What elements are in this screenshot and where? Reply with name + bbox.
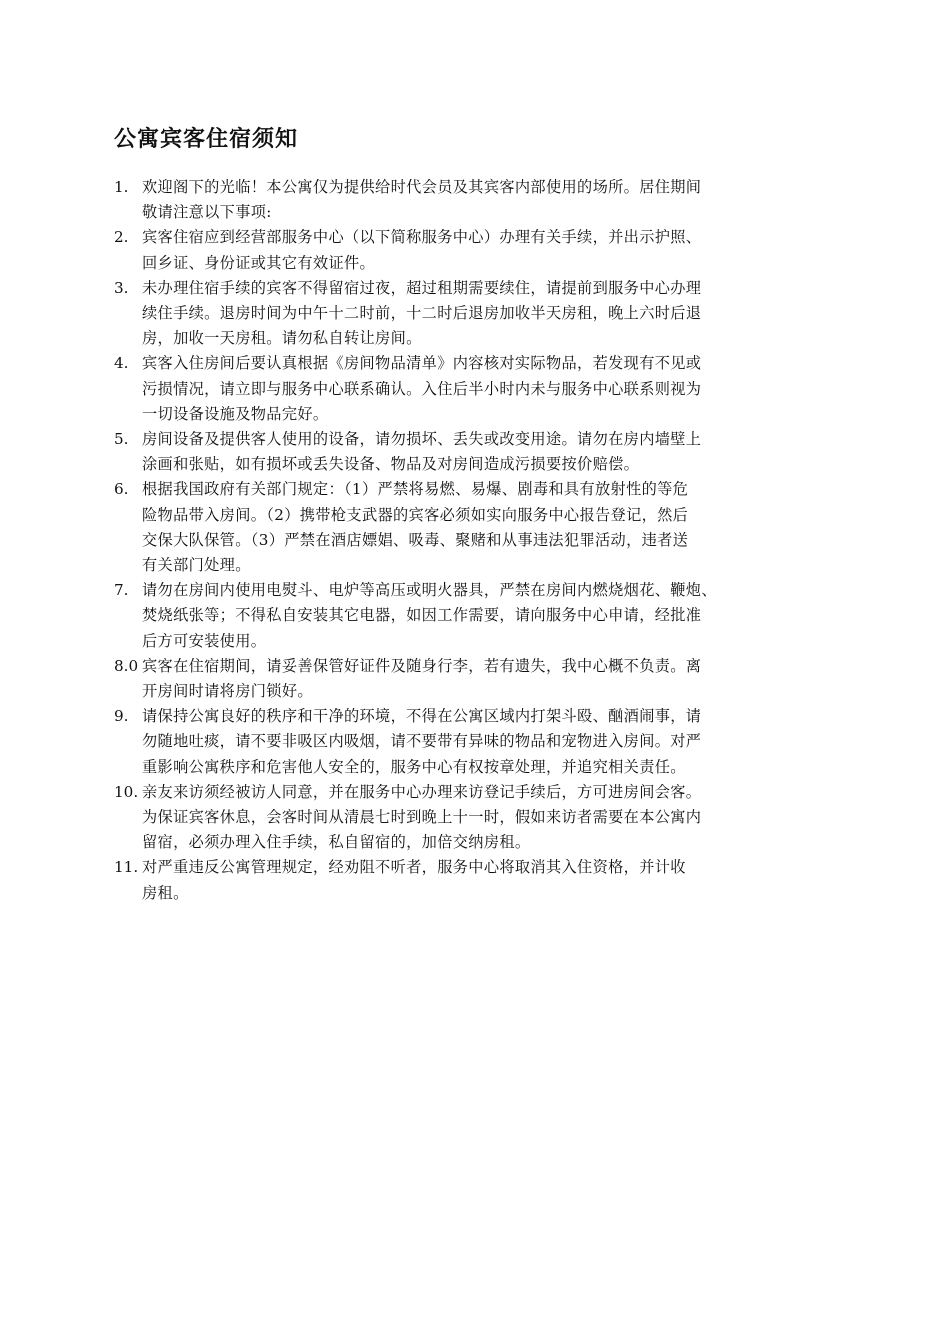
- rule-text-line: 对严重违反公寓管理规定，经劝阻不听者，服务中心将取消其入住资格，并计收: [142, 858, 686, 877]
- rules-list: [114, 175, 836, 906]
- rule-text-line: 欢迎阁下的光临！本公寓仅为提供给时代会员及其宾客内部使用的场所。居住期间: [142, 178, 702, 196]
- rule-text-line: 有关部门处理。: [142, 556, 251, 575]
- rule-text-line: 交保大队保管。（3）严禁在酒店嫖娼、吸毒、聚赌和从事违法犯罪活动，违者送: [142, 530, 689, 549]
- rule-text-line: 勿随地吐痰，请不要非吸区内吸烟，请不要带有异味的物品和宠物进入房间。对严: [142, 732, 702, 751]
- rule-text: [142, 780, 836, 856]
- rule-text-line: 回乡证、身份证或其它有效证件。: [142, 253, 376, 272]
- rule-item: [114, 175, 836, 225]
- rule-number: 3.: [114, 278, 129, 297]
- rule-number: 4.: [114, 354, 129, 373]
- rule-text-line: 房间设备及提供客人使用的设备，请勿损坏、丢失或改变用途。请勿在房内墙壁上: [142, 430, 702, 449]
- rule-number: 8.0: [114, 656, 139, 675]
- rule-item: [114, 654, 836, 704]
- rule-text-line: 险物品带入房间。（2）携带枪支武器的宾客必须如实向服务中心报告登记，然后: [142, 505, 689, 524]
- rule-text-line: 请勿在房间内使用电熨斗、电炉等高压或明火器具，严禁在房间内燃烧烟花、鞭炮、: [142, 581, 717, 600]
- rule-text: [142, 578, 836, 654]
- rule-text-line: 涂画和张贴，如有损坏或丢失设备、物品及对房间造成污损要按价赔偿。: [142, 455, 640, 474]
- rule-text: [142, 654, 836, 704]
- rule-text-line: 污损情况，请立即与服务中心联系确认。入住后半小时内未与服务中心联系则视为: [142, 379, 702, 398]
- rule-text: [142, 855, 836, 905]
- rule-text-line: 亲友来访须经被访人同意，并在服务中心办理来访登记手续后，方可进房间会客。: [142, 782, 702, 801]
- rule-item: [114, 225, 836, 275]
- rule-text-line: 房，加收一天房租。请勿私自转让房间。: [142, 329, 422, 348]
- rule-text-line: 宾客入住房间后要认真根据《房间物品清单》内容核对实际物品，若发现有不见或: [142, 354, 702, 373]
- rule-number: 2.: [114, 228, 129, 247]
- rule-number: 7.: [114, 581, 129, 600]
- rule-number: 11.: [114, 858, 139, 877]
- rule-text-line: 宾客住宿应到经营部服务中心（以下简称服务中心）办理有关手续，并出示护照、: [142, 228, 702, 247]
- rule-text-line: 一切设备设施及物品完好。: [142, 404, 329, 423]
- rule-text: [142, 276, 836, 352]
- rule-text: [142, 225, 836, 275]
- rule-text: [142, 427, 836, 477]
- rule-number: 10.: [114, 782, 139, 801]
- rule-item: [114, 704, 836, 780]
- page-title: 公寓宾客住宿须知: [114, 127, 299, 152]
- rule-item: [114, 578, 836, 654]
- rule-item: [114, 351, 836, 427]
- rule-item: [114, 855, 836, 905]
- rule-number: 9.: [114, 707, 129, 726]
- rule-item: [114, 780, 836, 856]
- rule-text-line: 根据我国政府有关部门规定：（1）严禁将易燃、易爆、剧毒和具有放射性的等危: [142, 480, 689, 499]
- rule-text-line: 请保持公寓良好的秩序和干净的环境，不得在公寓区域内打架斗殴、酗酒闹事，请: [142, 707, 702, 726]
- rule-text-line: 续住手续。退房时间为中午十二时前，十二时后退房加收半天房租，晚上六时后退: [142, 304, 702, 323]
- rule-text: [142, 175, 836, 225]
- rule-text-line: 重影响公寓秩序和危害他人安全的，服务中心有权按章处理，并追究相关责任。: [142, 757, 686, 776]
- rule-text-line: 未办理住宿手续的宾客不得留宿过夜，超过租期需要续住，请提前到服务中心办理: [142, 278, 702, 297]
- rule-text: [142, 704, 836, 780]
- rule-number: 1.: [114, 178, 129, 196]
- rule-text-line: 为保证宾客休息，会客时间从清晨七时到晚上十一时，假如来访者需要在本公寓内: [142, 808, 702, 827]
- rule-text-line: 宾客在住宿期间，请妥善保管好证件及随身行李，若有遗失，我中心概不负责。离: [142, 656, 702, 675]
- rule-item: [114, 276, 836, 352]
- rule-number: 5.: [114, 430, 129, 449]
- rule-item: [114, 477, 836, 578]
- rule-text-line: 后方可安装使用。: [142, 631, 267, 650]
- rule-text-line: 焚烧纸张等；不得私自安装其它电器，如因工作需要，请向服务中心申请，经批准: [142, 606, 702, 625]
- rule-item: [114, 427, 836, 477]
- rule-text-line: 开房间时请将房门锁好。: [142, 682, 313, 701]
- rule-text-line: 敬请注意以下事项:: [142, 203, 272, 222]
- rule-text-line: 留宿，必须办理入住手续，私自留宿的，加倍交纳房租。: [142, 833, 531, 852]
- rule-text: [142, 351, 836, 427]
- rule-number: 6.: [114, 480, 129, 499]
- rule-text: [142, 477, 836, 578]
- rule-text-line: 房租。: [142, 883, 189, 902]
